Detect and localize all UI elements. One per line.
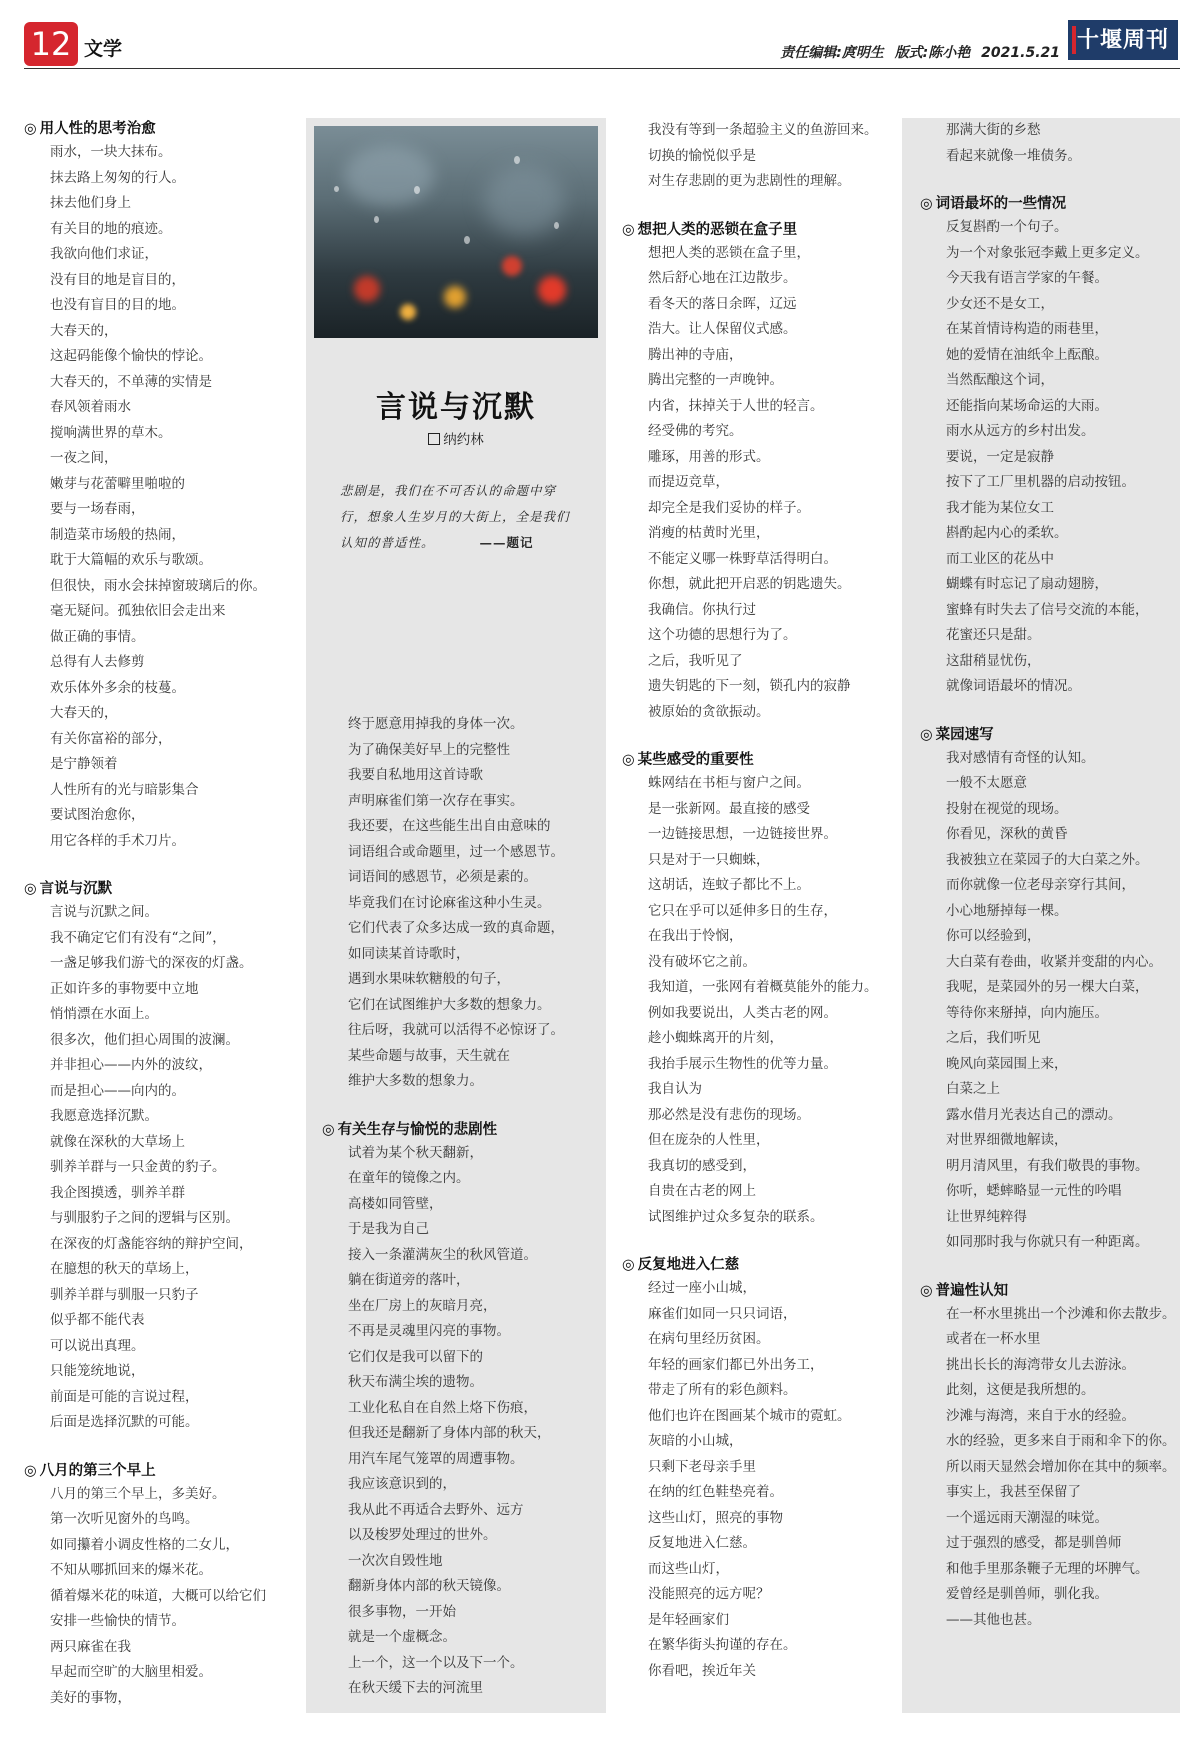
poem-title bbox=[22, 1460, 302, 1482]
poem-line: 按下了工厂里机器的启动按钮。 bbox=[946, 474, 1135, 490]
poem-line: 很多事物，一开始 bbox=[348, 1603, 456, 1620]
poem-line: 要与一场春雨， bbox=[50, 501, 145, 517]
poem-line: 抹去他们身上 bbox=[50, 195, 131, 211]
poem-line: 你可以经验到， bbox=[946, 928, 1041, 944]
poem-line: 在秋天缓下去的河流里 bbox=[348, 1680, 483, 1696]
poem-line: 这甜稍显忧伤， bbox=[946, 652, 1041, 669]
section-name: 文学 bbox=[84, 38, 123, 60]
poem-line: 蜜蜂有时失去了信号交流的本能， bbox=[946, 601, 1149, 618]
poem-line: 两只麻雀在我 bbox=[50, 1638, 131, 1655]
poem-line: 我对感情有奇怪的认知。 bbox=[946, 749, 1095, 766]
poem bbox=[320, 1119, 600, 1702]
poem-line: 反复斟酌一个句子。 bbox=[946, 219, 1068, 235]
poem-line: 大春天的， bbox=[50, 705, 118, 721]
poem-line: 例如我要说出，人类古老的网。 bbox=[648, 1004, 837, 1021]
poem-title-text: 用人性的思考治愈 bbox=[39, 121, 156, 137]
poem-line: 在我出于怜悯， bbox=[648, 928, 743, 944]
poem-line: 搅响满世界的草木。 bbox=[50, 424, 172, 441]
poem-line: 然后舒心地在江边散步。 bbox=[648, 270, 797, 286]
epigraph-text: 悲剧是，我们在不可否认的命题中穿行，想象人生岁月的大街上，全是我们认知的普适性。 bbox=[340, 483, 570, 550]
layout-credit: 版式:陈小艳 bbox=[894, 45, 971, 61]
poem-line: 一个遥远雨天潮湿的味觉。 bbox=[946, 1509, 1108, 1526]
poem-line: 我还要，在这些能生出自由意味的 bbox=[348, 818, 551, 834]
poem-line: 那必然是没有悲伤的现场。 bbox=[648, 1106, 810, 1123]
poem-line: 欢乐体外多余的枝蔓。 bbox=[50, 679, 185, 696]
poem-line: 为一个对象张冠李戴上更多定义。 bbox=[946, 244, 1149, 261]
poem-line: 为了确保美好早上的完整性 bbox=[348, 741, 510, 758]
poem-line: 露水借月光表达自己的漂动。 bbox=[946, 1106, 1122, 1123]
poem-line: 如同攥着小调皮性格的二女儿， bbox=[50, 1536, 239, 1553]
poem-line: 驯养羊群与驯服一只豹子 bbox=[50, 1286, 199, 1303]
title-bullet-icon: ◎ bbox=[920, 196, 933, 212]
poem-line: 雨水从远方的乡村出发。 bbox=[946, 423, 1095, 439]
poem-line: 终于愿意用掉我的身体一次。 bbox=[348, 716, 524, 732]
poem-line: 或者在一杯水里 bbox=[946, 1331, 1041, 1347]
poem-line: ——其他也甚。 bbox=[946, 1611, 1041, 1628]
poem-title-text: 想把人类的恶锁在盒子里 bbox=[637, 221, 798, 238]
credits-line bbox=[600, 42, 1060, 62]
poem-line: 维护大多数的想象力。 bbox=[348, 1073, 483, 1089]
poem-line: 早起而空旷的大脑里相爱。 bbox=[50, 1664, 212, 1680]
poem-line: 遇到水果味软糖般的句子， bbox=[348, 971, 510, 987]
poem-gap bbox=[918, 169, 1180, 193]
poem-line: 过于强烈的感受，都是驯兽师 bbox=[946, 1535, 1122, 1551]
poem-line: 往后呀，我就可以活得不必惊讶了。 bbox=[348, 1022, 564, 1038]
poem-line: 水的经验，更多来自于雨和伞下的你。 bbox=[946, 1433, 1176, 1449]
page-header bbox=[0, 0, 1200, 72]
poem-title bbox=[918, 1280, 1180, 1302]
poem-line: 之后，我们听见 bbox=[946, 1030, 1041, 1046]
poem-line: 对世界细微地解读， bbox=[946, 1132, 1068, 1148]
title-bullet-icon: ◎ bbox=[920, 726, 933, 743]
poem-line: 总得有人去修剪 bbox=[50, 654, 145, 670]
poem-title-text: 言说与沉默 bbox=[39, 881, 113, 897]
poem-title bbox=[620, 1254, 890, 1276]
poem-line: 在繁华街头拘谨的存在。 bbox=[648, 1637, 797, 1653]
poem-line: 投射在视觉的现场。 bbox=[946, 800, 1068, 817]
poem-line: 接入一条灌满灰尘的秋风管道。 bbox=[348, 1246, 537, 1263]
poem-line: 在病句里经历贫困。 bbox=[648, 1331, 770, 1347]
poem-line: 大春天的， bbox=[50, 322, 118, 339]
title-bullet-icon: ◎ bbox=[24, 121, 37, 137]
poem-line: 你听，蟋蟀略显一元性的吟唱 bbox=[946, 1183, 1122, 1199]
poem-line: 这些山灯，照亮的事物 bbox=[648, 1509, 783, 1526]
poem-line: 是年轻画家们 bbox=[648, 1611, 729, 1628]
poem-line: 自贵在古老的网上 bbox=[648, 1183, 756, 1199]
poem-line: 之后，我听见了 bbox=[648, 652, 743, 669]
poem-gap bbox=[22, 1436, 302, 1460]
poem-line: 就像在深秋的大草场上 bbox=[50, 1133, 185, 1150]
poem-line: 毫无疑问。孤独依旧会走出来 bbox=[50, 603, 226, 619]
poem-line: 在某首情诗构造的雨巷里， bbox=[946, 321, 1108, 337]
poem-line: 也没有盲目的目的地。 bbox=[50, 297, 185, 313]
poem-line: 而这些山灯， bbox=[648, 1560, 729, 1577]
poem-line: 不能定义哪一株野草活得明白。 bbox=[648, 550, 837, 567]
editor-credit: 责任编辑:庹明生 bbox=[780, 45, 884, 61]
poem-line: 灰暗的小山城， bbox=[648, 1433, 743, 1449]
poem-line: 所以雨天显然会增加你在其中的频率。 bbox=[946, 1458, 1176, 1475]
byline-box-icon bbox=[428, 433, 440, 445]
poem-line: 不知从哪抓回来的爆米花。 bbox=[50, 1562, 212, 1578]
poem-line: 如同读某首诗歌时， bbox=[348, 945, 470, 962]
poem-line: 并非担心——内外的波纹， bbox=[50, 1057, 212, 1073]
poem-line: 有关目的地的痕迹。 bbox=[50, 220, 172, 237]
poem-title bbox=[22, 118, 302, 140]
poem-line: 但很快，雨水会抹掉窗玻璃后的你。 bbox=[50, 577, 266, 594]
poem-line: 嫩芽与花蕾噼里啪啦的 bbox=[50, 475, 185, 492]
poem-line: 春风领着雨水 bbox=[50, 399, 131, 415]
poem-line: 大春天的，不单薄的实情是 bbox=[50, 373, 212, 390]
poem-line: 大白菜有卷曲，收紧并变甜的内心。 bbox=[946, 953, 1162, 970]
poem-gap bbox=[620, 1230, 890, 1254]
poem-line: 只能笼统地说， bbox=[50, 1363, 145, 1379]
poem-title-text: 词语最坏的一些情况 bbox=[935, 196, 1067, 212]
poem-line: 消瘦的枯黄时光里， bbox=[648, 525, 770, 541]
poem-line: 趁小蜘蛛离开的片刻， bbox=[648, 1030, 783, 1046]
poem-line: 我没有等到一条超验主义的鱼游回来。 bbox=[648, 122, 878, 138]
poem-line: 做正确的事情。 bbox=[50, 628, 145, 645]
poem-title bbox=[22, 878, 302, 900]
masthead-logo: 十堰周刊 bbox=[1068, 20, 1178, 60]
poem-title bbox=[620, 749, 890, 771]
poem-gap bbox=[620, 195, 890, 219]
poem bbox=[620, 118, 890, 195]
poem-line: 我才能为某位女工 bbox=[946, 499, 1054, 516]
poem-title bbox=[918, 193, 1180, 215]
poem-line: 前面是可能的言说过程， bbox=[50, 1388, 199, 1405]
poem bbox=[918, 724, 1180, 1256]
poem-line: 就像词语最坏的情况。 bbox=[946, 678, 1081, 694]
title-bullet-icon: ◎ bbox=[24, 881, 37, 897]
poem-line: 明月清风里，有我们敬畏的事物。 bbox=[946, 1157, 1149, 1174]
poem-line: 我从此不再适合去野外、远方 bbox=[348, 1501, 524, 1518]
poem-line: 少女还不是女工， bbox=[946, 295, 1054, 312]
poem-line: 斟酌起内心的柔软。 bbox=[946, 525, 1068, 541]
poem-line: 不再是灵魂里闪亮的事物。 bbox=[348, 1323, 510, 1339]
poem-line: 我抬手展示生物性的优等力量。 bbox=[648, 1055, 837, 1072]
poem-line: 似乎都不能代表 bbox=[50, 1312, 145, 1328]
poem-line: 在深夜的灯盏能容纳的辩护空间， bbox=[50, 1235, 253, 1252]
poem-line: 它只在乎可以延伸多日的生存， bbox=[648, 902, 837, 919]
poem-line: 在一杯水里挑出一个沙滩和你去散步。 bbox=[946, 1305, 1176, 1322]
poem bbox=[620, 219, 890, 726]
epigraph bbox=[340, 478, 580, 556]
poem-line: 驯养羊群与一只金黄的豹子。 bbox=[50, 1159, 226, 1175]
poem-title bbox=[620, 219, 890, 241]
poem-line: 在童年的镜像之内。 bbox=[348, 1170, 470, 1186]
poem-line: 制造菜市场般的热闹， bbox=[50, 526, 185, 543]
poem-line: 有关你富裕的部分， bbox=[50, 730, 172, 747]
poem-line: 于是我为自己 bbox=[348, 1221, 429, 1237]
poem-line: 她的爱情在油纸伞上酝酿。 bbox=[946, 346, 1108, 363]
poem-line: 一盏足够我们游弋的深夜的灯盏。 bbox=[50, 955, 253, 971]
column-3 bbox=[620, 118, 890, 1684]
title-bullet-icon: ◎ bbox=[24, 1462, 37, 1479]
poem-line: 这胡话，连蚊子都比不上。 bbox=[648, 877, 810, 893]
poem-line: 就是一个虚概念。 bbox=[348, 1629, 456, 1645]
poem-line: 今天我有语言学家的午餐。 bbox=[946, 270, 1108, 286]
poem bbox=[918, 1280, 1180, 1634]
poem-gap bbox=[620, 725, 890, 749]
author-name: 纳约林 bbox=[443, 432, 484, 448]
poem-line: 内省，抹掉关于人世的轻言。 bbox=[648, 397, 824, 414]
poem-line: 我企图摸透，驯养羊群 bbox=[50, 1184, 185, 1201]
poem-line: 对生存悲剧的更为悲剧性的理解。 bbox=[648, 173, 851, 189]
poem-line: 我愿意选择沉默。 bbox=[50, 1108, 158, 1124]
poem-line: 蝴蝶有时忘记了扇动翅膀， bbox=[946, 576, 1108, 592]
poem-line: 一次次自毁性地 bbox=[348, 1552, 443, 1569]
poem-line: 工业化私自在自然上烙下伤痕， bbox=[348, 1399, 537, 1416]
poem-line: 我真切的感受到， bbox=[648, 1157, 756, 1174]
poem-line: 而你就像一位老母亲穿行其间， bbox=[946, 877, 1135, 893]
poem-line: 悄悄漂在水面上。 bbox=[50, 1006, 158, 1022]
poem-line: 它们仅是我可以留下的 bbox=[348, 1348, 483, 1365]
column-4 bbox=[918, 118, 1180, 1633]
poem-line: 遗失钥匙的下一刻，锁孔内的寂静 bbox=[648, 678, 851, 694]
poem-line: 浩大。让人保留仪式感。 bbox=[648, 321, 797, 337]
poem-line: 高楼如同管壁， bbox=[348, 1195, 443, 1212]
poem-line: 后面是选择沉默的可能。 bbox=[50, 1414, 199, 1430]
poem-line: 在纳的红色鞋垫亮着。 bbox=[648, 1484, 783, 1500]
poem-line: 我要自私地用这首诗歌 bbox=[348, 767, 483, 783]
poem-line: 沙滩与海湾，来自于水的经验。 bbox=[946, 1407, 1135, 1424]
poem-line: 但我还是翻新了身体内部的秋天， bbox=[348, 1425, 551, 1441]
poem-line: 人性所有的光与暗影集合 bbox=[50, 781, 199, 798]
poem-line: 我欲向他们求证， bbox=[50, 246, 158, 262]
poem-line: 躺在街道旁的落叶， bbox=[348, 1272, 470, 1288]
poem-line: 你看吧，挨近年关 bbox=[648, 1662, 756, 1679]
poem-line: 如同那时我与你就只有一种距离。 bbox=[946, 1234, 1149, 1250]
poem-line: 带走了所有的彩色颜料。 bbox=[648, 1382, 797, 1398]
issue-date: 2021.5.21 bbox=[981, 45, 1060, 61]
title-bullet-icon: ◎ bbox=[622, 752, 635, 768]
poem-title-text: 有关生存与愉悦的悲剧性 bbox=[337, 1121, 498, 1138]
poem-line: 当然酝酿这个词， bbox=[946, 372, 1054, 388]
poem-line: 很多次，他们担心周围的波澜。 bbox=[50, 1031, 239, 1048]
poem-line: 而提迈竞草， bbox=[648, 474, 729, 490]
column-2 bbox=[320, 712, 600, 1702]
poem-line: 看起来就像一堆债务。 bbox=[946, 147, 1081, 164]
poem-line: 要说，一定是寂静 bbox=[946, 448, 1054, 465]
poem-line: 等待你来掰掉，向内施压。 bbox=[946, 1004, 1108, 1021]
poem-line: 让世界纯粹得 bbox=[946, 1208, 1027, 1225]
poem-line: 一边链接思想，一边链接世界。 bbox=[648, 826, 837, 842]
poem-line: 一夜之间， bbox=[50, 450, 118, 466]
poem-line: 上一个，这一个以及下一个。 bbox=[348, 1654, 524, 1671]
poem-line: 是宁静领着 bbox=[50, 756, 118, 772]
poem-line: 它们在试图维护大多数的想象力。 bbox=[348, 996, 551, 1013]
page-number: 12 bbox=[24, 22, 78, 66]
poem-line: 却完全是我们妥协的样子。 bbox=[648, 499, 810, 516]
poem bbox=[918, 118, 1180, 169]
poem-line: 某些命题与故事，天生就在 bbox=[348, 1047, 510, 1064]
poem-line: 耽于大篇幅的欢乐与歌颂。 bbox=[50, 552, 212, 568]
poem-title bbox=[918, 724, 1180, 746]
poem-line: 与驯服豹子之间的逻辑与区别。 bbox=[50, 1210, 239, 1226]
poem-line: 循着爆米花的味道，大概可以给它们 bbox=[50, 1587, 266, 1604]
poem-line: 我确信。你执行过 bbox=[648, 601, 756, 618]
poem-line: 没能照亮的远方呢？ bbox=[648, 1586, 770, 1602]
poem-line: 我自认为 bbox=[648, 1081, 702, 1097]
poem bbox=[22, 878, 302, 1436]
poem-line: 这起码能像个愉快的悖论。 bbox=[50, 348, 212, 364]
poem-title-text: 菜园速写 bbox=[935, 726, 994, 743]
poem-line: 我不确定它们有没有“之间”， bbox=[50, 929, 226, 946]
poem-gap bbox=[22, 854, 302, 878]
title-bullet-icon: ◎ bbox=[622, 1257, 635, 1273]
poem-line: 麻雀们如同一只只词语， bbox=[648, 1305, 797, 1322]
title-bullet-icon: ◎ bbox=[322, 1121, 335, 1138]
poem-line: 没有破坏它之前。 bbox=[648, 953, 756, 970]
poem-line: 毕竟我们在讨论麻雀这种小生灵。 bbox=[348, 894, 551, 911]
poem-line: 只是对于一只蜘蛛， bbox=[648, 851, 770, 868]
poem-line: 此刻，这便是我所想的。 bbox=[946, 1382, 1095, 1398]
poem-line: 可以说出真理。 bbox=[50, 1337, 145, 1354]
poem-line: 经过一座小山城， bbox=[648, 1280, 756, 1296]
poem bbox=[22, 118, 302, 854]
poem-title-text: 八月的第三个早上 bbox=[39, 1462, 156, 1479]
poem-line: 而工业区的花丛中 bbox=[946, 550, 1054, 567]
poem-line: 是一张新网。最直接的感受 bbox=[648, 800, 810, 817]
poem-line: 他们也许在图画某个城市的霓虹。 bbox=[648, 1407, 851, 1424]
poem-line: 晚风向菜园围上来， bbox=[946, 1055, 1068, 1072]
poem-line: 这个功德的思想行为了。 bbox=[648, 627, 797, 643]
poem-title-text: 某些感受的重要性 bbox=[637, 752, 754, 768]
poem bbox=[620, 749, 890, 1230]
poem-line: 翻新身体内部的秋天镜像。 bbox=[348, 1578, 510, 1594]
poem-gap bbox=[320, 1095, 600, 1119]
poem-gap bbox=[918, 700, 1180, 724]
poem-line: 只剩下老母亲手里 bbox=[648, 1458, 756, 1475]
epigraph-attribution: ——题记 bbox=[479, 535, 534, 550]
poem-line: 我被独立在菜园子的大白菜之外。 bbox=[946, 851, 1149, 868]
column-1 bbox=[22, 118, 302, 1711]
poem-line: 要试图治愈你， bbox=[50, 807, 145, 823]
poem-line: 还能指向某场命运的大雨。 bbox=[946, 397, 1108, 414]
poem-line: 而是担心——向内的。 bbox=[50, 1082, 185, 1099]
poem-line: 被原始的贪欲振动。 bbox=[648, 703, 770, 720]
poem-line: 我应该意识到的， bbox=[348, 1476, 456, 1492]
header-rule bbox=[24, 68, 1180, 69]
poem-line: 没有目的地是盲目的， bbox=[50, 271, 185, 288]
poem-line: 以及梭罗处理过的世外。 bbox=[348, 1527, 497, 1543]
poem-title-text: 反复地进入仁慈 bbox=[637, 1257, 740, 1273]
poem-line: 小心地掰掉每一棵。 bbox=[946, 902, 1068, 919]
poem-line: 蛛网结在书柜与窗户之间。 bbox=[648, 775, 810, 791]
title-bullet-icon: ◎ bbox=[622, 221, 635, 238]
poem-line: 八月的第三个早上，多美好。 bbox=[50, 1485, 226, 1502]
poem-line: 那满大街的乡愁 bbox=[946, 122, 1041, 138]
poem-line: 它们代表了众多达成一致的真命题， bbox=[348, 920, 564, 936]
poem-line: 经受佛的考究。 bbox=[648, 423, 743, 439]
poem-line: 切换的愉悦似乎是 bbox=[648, 147, 756, 164]
poem-line: 试着为某个秋天翻新， bbox=[348, 1144, 483, 1161]
poem-line: 用它各样的手术刀片。 bbox=[50, 832, 185, 849]
poem-line: 挑出长长的海湾带女儿去游泳。 bbox=[946, 1356, 1135, 1373]
poem-line: 声明麻雀们第一次存在事实。 bbox=[348, 792, 524, 809]
poem-line: 爱曾经是驯兽师，驯化我。 bbox=[946, 1586, 1108, 1602]
poem-line: 秋天布满尘埃的遗物。 bbox=[348, 1374, 483, 1390]
title-bullet-icon: ◎ bbox=[920, 1282, 933, 1299]
poem bbox=[22, 1460, 302, 1712]
poem-line: 在臆想的秋天的草场上， bbox=[50, 1261, 199, 1277]
poem-line: 安排一些愉快的情节。 bbox=[50, 1613, 185, 1629]
poem-line: 你想，就此把开启恶的钥匙遗失。 bbox=[648, 576, 851, 592]
poem-line: 反复地进入仁慈。 bbox=[648, 1535, 756, 1551]
poem-line: 词语间的感恩节，必须是素的。 bbox=[348, 869, 537, 885]
poem-line: 看冬天的落日余晖，辽远 bbox=[648, 295, 797, 312]
poem-line: 用汽车尾气笼罩的周遭事物。 bbox=[348, 1450, 524, 1467]
poem-line: 言说与沉默之间。 bbox=[50, 904, 158, 920]
rainy-window-photo bbox=[314, 126, 598, 338]
poem bbox=[320, 712, 600, 1095]
feature-title: 言说与沉默 bbox=[376, 390, 536, 425]
poem bbox=[620, 1254, 890, 1684]
poem-line: 第一次听见窗外的鸟鸣。 bbox=[50, 1511, 199, 1527]
poem-line: 美好的事物， bbox=[50, 1689, 131, 1706]
poem-line: 雕琢，用善的形式。 bbox=[648, 448, 770, 465]
poem-line: 我知道，一张网有着概莫能外的能力。 bbox=[648, 979, 878, 995]
poem-line: 白菜之上 bbox=[946, 1081, 1000, 1097]
poem-line: 词语组合或命题里，过一个感恩节。 bbox=[348, 843, 564, 860]
poem-line: 和他手里那条鞭子无理的坏脾气。 bbox=[946, 1560, 1149, 1577]
poem-line: 试图维护过众多复杂的联系。 bbox=[648, 1208, 824, 1225]
poem-line: 腾出神的寺庙， bbox=[648, 346, 743, 363]
poem-title-text: 普遍性认知 bbox=[935, 1282, 1009, 1299]
poem-line: 正如许多的事物要中立地 bbox=[50, 980, 199, 997]
poem-line: 雨水，一块大抹布。 bbox=[50, 144, 172, 160]
poem-gap bbox=[918, 1256, 1180, 1280]
poem bbox=[918, 193, 1180, 700]
poem-line: 腾出完整的一声晚钟。 bbox=[648, 372, 783, 388]
poem-line: 一般不太愿意 bbox=[946, 775, 1027, 791]
poem-line: 花蜜还只是甜。 bbox=[946, 627, 1041, 643]
poem-line: 年轻的画家们都已外出务工， bbox=[648, 1356, 824, 1373]
poem-line: 我呢，是菜园外的另一棵大白菜， bbox=[946, 979, 1149, 995]
poem-line: 你看见，深秋的黄昏 bbox=[946, 826, 1068, 842]
poem-line: 坐在厂房上的灰暗月亮， bbox=[348, 1297, 497, 1314]
poem-line: 想把人类的恶锁在盒子里， bbox=[648, 244, 810, 261]
feature-author bbox=[306, 428, 606, 448]
poem-title bbox=[320, 1119, 600, 1141]
poem-line: 抹去路上匆匆的行人。 bbox=[50, 169, 185, 186]
poem-line: 事实上，我甚至保留了 bbox=[946, 1484, 1081, 1500]
poem-line: 但在庞杂的人性里， bbox=[648, 1132, 770, 1148]
